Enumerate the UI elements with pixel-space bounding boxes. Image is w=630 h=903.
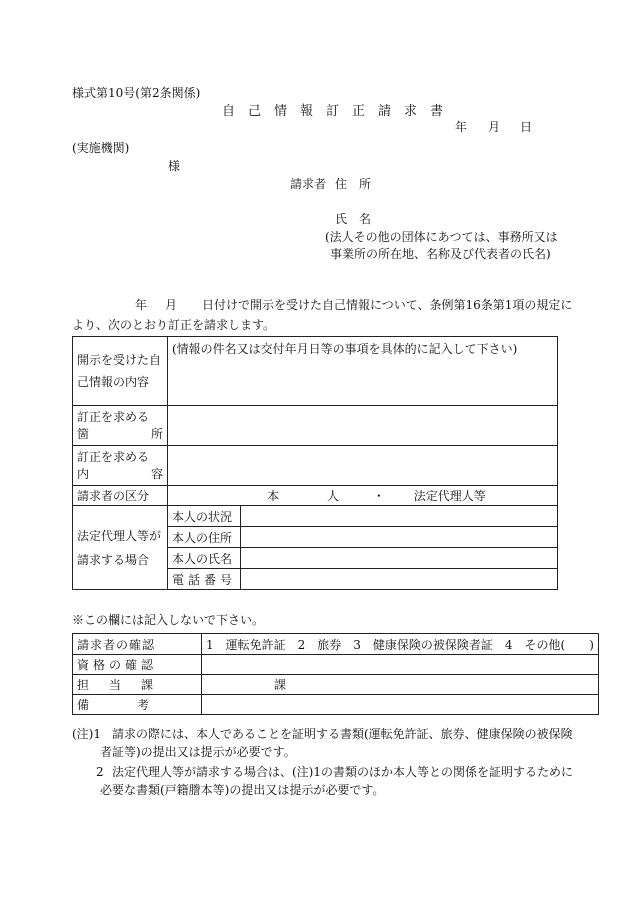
intro-line2: より、次のとおり訂正を請求します。	[72, 318, 276, 332]
document-title: 自 己 情 報 訂 正 請 求 書	[222, 104, 444, 119]
content-label-line1: 訂正を求める	[77, 449, 150, 464]
requester-label: 請求者	[290, 177, 327, 191]
category-self-option[interactable]: 本 人	[267, 489, 340, 503]
identity-check-options[interactable]: 1 運転免許証 2 旅券 3 健康保険の被保険者証 4 その他( )	[202, 634, 599, 655]
intro-month: 月	[165, 298, 178, 312]
note-1-line1: 請求の際には、本人であることを証明する書類(運転免許証、旅券、健康保険の被保険	[112, 727, 573, 741]
agent-row-field-address[interactable]	[241, 527, 558, 548]
office-use-note: ※この欄には記入しないで下さい。	[72, 613, 265, 627]
identity-check-label: 請求者の確認	[73, 634, 202, 655]
correction-location-field[interactable]	[168, 406, 558, 446]
agent-row-label-address: 本人の住所	[168, 527, 241, 548]
agent-row-field-phone[interactable]	[241, 569, 558, 590]
location-label-line2	[77, 426, 163, 443]
agent-row-field-name[interactable]	[241, 548, 558, 569]
agent-label-line2: 請求する場合	[77, 552, 150, 567]
disclosed-info-label	[73, 337, 168, 406]
note-1-line2: 者証等)の提出又は提示が必要です。	[100, 745, 296, 759]
agent-request-label	[73, 506, 168, 590]
location-label-char-b: 所	[150, 426, 163, 441]
agent-label-line1: 法定代理人等が	[77, 528, 162, 543]
corp-note-line1: (法人その他の団体にあつては、事務所又は	[325, 230, 558, 244]
staff-section-label: 担当課	[73, 675, 202, 695]
date-month: 月	[488, 120, 501, 134]
note-2-line2: 必要な書類(戸籍謄本等)の提出又は提示が必要です。	[100, 783, 385, 797]
disclosed-label-line1: 開示を受けた自	[77, 353, 162, 367]
agent-row-label-status: 本人の状況	[168, 506, 241, 527]
qualification-check-field[interactable]	[202, 655, 599, 675]
disclosed-label-line2: 己情報の内容	[77, 375, 150, 389]
content-label-char-a: 内	[77, 466, 90, 481]
requester-name-label: 氏 名	[335, 212, 372, 226]
requester-address-label: 住 所	[335, 177, 372, 191]
request-table	[72, 336, 558, 590]
intro-line1: 日付けで開示を受けた自己情報について、条例第16条第1項の規定に	[202, 298, 573, 312]
requester-category-field[interactable]	[168, 486, 558, 506]
date-day: 日	[520, 120, 533, 134]
corp-note-line2: 事業所の所在地、名称及び代表者の氏名)	[330, 247, 551, 261]
location-label-line1: 訂正を求める	[77, 409, 150, 424]
remarks-label: 備考	[73, 695, 202, 715]
agent-row-label-name: 本人の氏名	[168, 548, 241, 569]
section-suffix: 課	[274, 678, 287, 692]
note-1-prefix: (注)1	[72, 727, 101, 741]
remarks-field[interactable]	[202, 695, 599, 715]
staff-section-field[interactable]	[202, 675, 599, 695]
correction-content-label	[73, 446, 168, 486]
agency-label: (実施機関)	[72, 141, 130, 155]
requester-category-label: 請求者の区分	[73, 486, 168, 506]
category-separator: ・	[372, 489, 385, 503]
content-label-char-b: 容	[150, 466, 163, 481]
agent-row-label-phone: 電話番号	[168, 569, 241, 590]
disclosed-info-hint: (情報の件名又は交付年月日等の事項を具体的に記入して下さい)	[172, 342, 518, 356]
honorific: 様	[168, 159, 181, 173]
office-use-table	[72, 633, 599, 715]
intro-year: 年	[135, 298, 148, 312]
location-label-char-a: 箇	[77, 426, 90, 441]
correction-location-label	[73, 406, 168, 446]
agent-row-field-status[interactable]	[241, 506, 558, 527]
note-2-prefix: 2	[96, 765, 104, 779]
note-2-line1: 法定代理人等が請求する場合は、(注)1の書類のほか本人等との関係を証明するために	[112, 765, 574, 779]
date-year: 年	[455, 120, 468, 134]
category-agent-option[interactable]: 法定代理人等	[413, 489, 486, 503]
form-number: 様式第10号(第2条関係)	[72, 86, 201, 100]
qualification-check-label: 資格の確認	[73, 655, 202, 675]
correction-content-field[interactable]	[168, 446, 558, 486]
content-label-line2	[77, 466, 163, 483]
disclosed-info-field[interactable]	[168, 337, 558, 406]
